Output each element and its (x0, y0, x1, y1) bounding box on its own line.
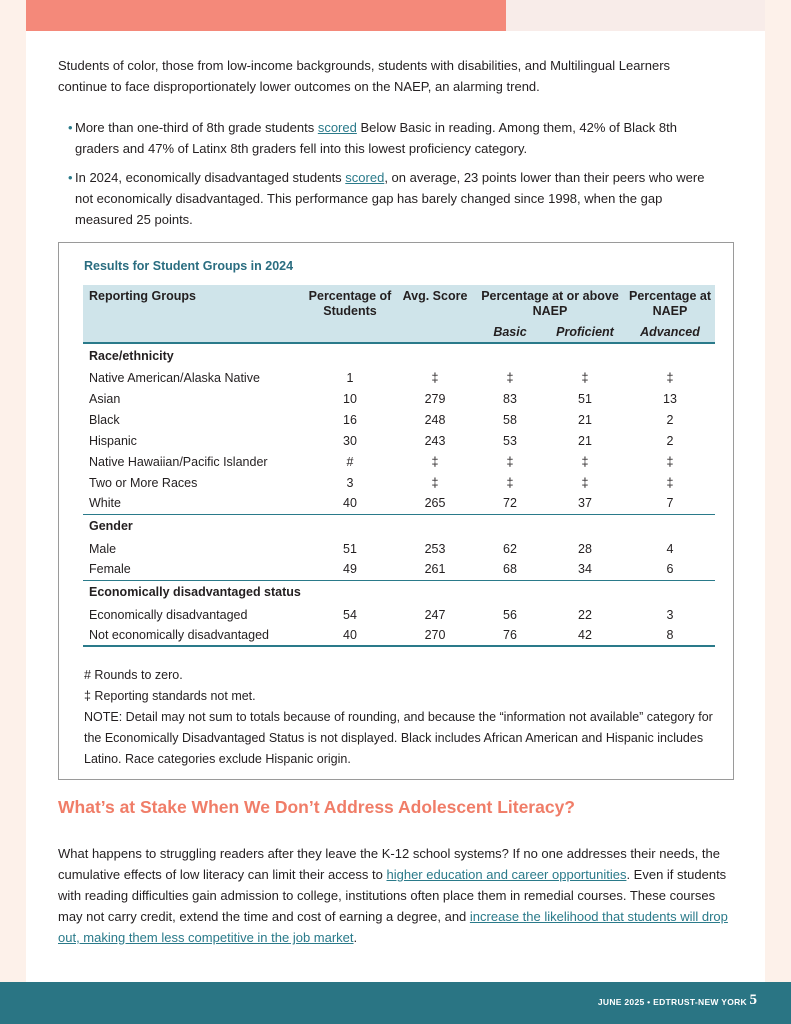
table-cell: 40 (305, 625, 395, 646)
table-cell: 28 (578, 541, 592, 556)
higher-education-link[interactable]: higher education and career opportunities (386, 867, 627, 882)
table-cell: 248 (424, 412, 446, 427)
table-cell: 30 (343, 433, 357, 448)
bullet-text: , on average, 23 points lower than their peers who were not economically disadvantaged. This performance gap has barely changed since 1998, when the gap measured 25 points. (75, 170, 705, 227)
bullet-text: Below Basic in reading. Among them, 42% of Black 8th graders and 47% of Latinx 8th graders fell into this lowest proficiency category. (75, 120, 677, 156)
table-row (83, 451, 715, 472)
left-margin-band (0, 0, 26, 982)
table-cell: 1 (346, 370, 354, 385)
table-cell: 54 (343, 607, 357, 622)
table-cell: 51 (578, 391, 592, 406)
row-label: Male (89, 541, 117, 556)
table-cell: 49 (305, 559, 395, 580)
top-accent-bar-light (506, 0, 765, 31)
table-cell: 16 (343, 412, 357, 427)
table-row (83, 472, 715, 493)
table-cell: 243 (424, 433, 446, 448)
bullet-list (58, 117, 723, 238)
bullet-item (58, 167, 723, 230)
category-label: Economically disadvantaged status (89, 585, 301, 600)
table-cell: ‡ (666, 454, 674, 469)
row-label: Native Hawaiian/Pacific Islander (89, 454, 268, 469)
table-cell: 8 (625, 625, 715, 646)
footer-bar (0, 982, 791, 1024)
header-advanced: Advanced (625, 325, 715, 343)
table-cell: 6 (625, 559, 715, 580)
table-cell: 279 (424, 391, 446, 406)
table-cell: ‡ (506, 370, 514, 385)
table-cell: ‡ (581, 454, 589, 469)
header-reporting-groups: Reporting Groups (83, 285, 305, 325)
table-cell: ‡ (506, 454, 514, 469)
table-cell: 21 (578, 433, 592, 448)
results-table-box (58, 242, 734, 780)
bullet-text: More than one-third of 8th grade students (75, 120, 318, 135)
table-cell: ‡ (431, 370, 439, 385)
table-row (83, 388, 715, 409)
table-cell: ‡ (581, 370, 589, 385)
table-cell: 62 (503, 541, 517, 556)
row-label: Hispanic (89, 433, 137, 448)
category-label: Race/ethnicity (89, 348, 174, 363)
table-cell: 261 (395, 559, 475, 580)
table-cell: ‡ (581, 475, 589, 490)
table-cell: 58 (503, 412, 517, 427)
top-accent-bar (26, 0, 506, 31)
note-standards: ‡ Reporting standards not met. (84, 689, 256, 703)
table-notes (84, 665, 724, 770)
table-title: Results for Student Groups in 2024 (84, 259, 294, 273)
row-label: Asian (89, 391, 121, 406)
table-cell: 7 (625, 493, 715, 514)
table-cell: 10 (343, 391, 357, 406)
table-cell: 22 (578, 607, 592, 622)
table-cell: 2 (666, 433, 674, 448)
table-cell: ‡ (666, 475, 674, 490)
header-avg-score: Avg. Score (395, 285, 475, 325)
table-category-row (83, 514, 715, 538)
table-row (83, 409, 715, 430)
table-cell: ‡ (431, 454, 439, 469)
table-cell: ‡ (666, 370, 674, 385)
table-cell: 247 (424, 607, 446, 622)
category-label: Gender (89, 519, 133, 534)
body-paragraph (58, 843, 730, 948)
table-cell: 40 (305, 493, 395, 514)
header-pct-students: Percentage of Students (305, 285, 395, 325)
bullet-dot-icon: • (68, 120, 73, 135)
table-cell: 253 (424, 541, 446, 556)
table-cell: 76 (475, 625, 545, 646)
table-row (83, 625, 715, 646)
header-blank (83, 325, 305, 343)
table-row (83, 604, 715, 625)
row-label: Native American/Alaska Native (89, 370, 260, 385)
table-cell: 2 (666, 412, 674, 427)
table-row (83, 430, 715, 451)
table-row (83, 367, 715, 388)
note-detail: NOTE: Detail may not sum to totals because of rounding, and because the “information not available” category for the Economically Disadvantaged Status is not displayed. Black includes African American and Hispanic includes Latino. Race categories exclude Hispanic origin. (84, 710, 713, 766)
row-label: Economically disadvantaged (89, 607, 248, 622)
row-label: Not economically disadvantaged (83, 625, 305, 646)
bullet-dot-icon: • (68, 170, 73, 185)
row-label: White (83, 493, 305, 514)
table-cell: 83 (503, 391, 517, 406)
table-cell: 4 (666, 541, 674, 556)
table-cell: 37 (545, 493, 625, 514)
header-basic: Basic (475, 325, 545, 343)
dropout-likelihood-link[interactable]: increase the likelihood that students will drop out, making them less competitive in the job market (58, 909, 728, 945)
right-margin-band (765, 0, 791, 982)
header-proficient: Proficient (545, 325, 625, 343)
table-row (83, 493, 715, 514)
intro-paragraph: Students of color, those from low-income backgrounds, students with disabilities, and Multilingual Learners continue to face disproportionately lower outcomes on the NAEP, an alarming trend. (58, 58, 671, 94)
header-blank (395, 325, 475, 343)
table-cell: 51 (343, 541, 357, 556)
table-row (83, 559, 715, 580)
bullet-item (58, 117, 723, 159)
results-table (83, 285, 715, 647)
table-cell: 42 (545, 625, 625, 646)
table-cell: 34 (545, 559, 625, 580)
body-text: . (353, 930, 358, 945)
table-cell: 68 (475, 559, 545, 580)
note-rounds: # Rounds to zero. (84, 668, 183, 682)
scored-link[interactable]: scored (317, 120, 357, 135)
table-cell: 3 (346, 475, 354, 490)
table-category-row (83, 580, 715, 604)
table-category-row (83, 343, 715, 367)
table-cell: 56 (503, 607, 517, 622)
header-pct-at: Percentage at NAEP (625, 285, 715, 325)
row-label: Female (83, 559, 305, 580)
table-cell: 72 (475, 493, 545, 514)
scored-link[interactable]: scored (345, 170, 385, 185)
table-cell: # (346, 454, 354, 469)
section-heading: What’s at Stake When We Don’t Address Adolescent Literacy? (58, 797, 576, 817)
table-cell: ‡ (431, 475, 439, 490)
table-cell: 3 (666, 607, 674, 622)
table-body (83, 343, 715, 646)
table-cell: 21 (578, 412, 592, 427)
header-blank (305, 325, 395, 343)
table-cell: 53 (503, 433, 517, 448)
table-row (83, 538, 715, 559)
body-text: What happens to struggling readers after they leave the K-12 school systems? If no one addresses their needs, the cumulative effects of low literacy can limit their access to (58, 846, 720, 882)
table-cell: ‡ (506, 475, 514, 490)
footer-text: JUNE 2025 • EDTRUST-NEW YORK (597, 997, 747, 1007)
table-cell: 270 (395, 625, 475, 646)
body-text: . Even if students with reading difficulties gain admission to college, institutions often place them in remedial courses. These courses may not carry credit, extend the time and cost of earning a degree, and (58, 867, 727, 924)
bullet-text: In 2024, economically disadvantaged students (75, 170, 346, 185)
page-number: 5 (749, 992, 757, 1008)
row-label: Black (89, 412, 120, 427)
row-label: Two or More Races (89, 475, 198, 490)
header-pct-at-above: Percentage at or above NAEP (475, 285, 625, 325)
table-cell: 13 (663, 391, 677, 406)
table-cell: 265 (395, 493, 475, 514)
